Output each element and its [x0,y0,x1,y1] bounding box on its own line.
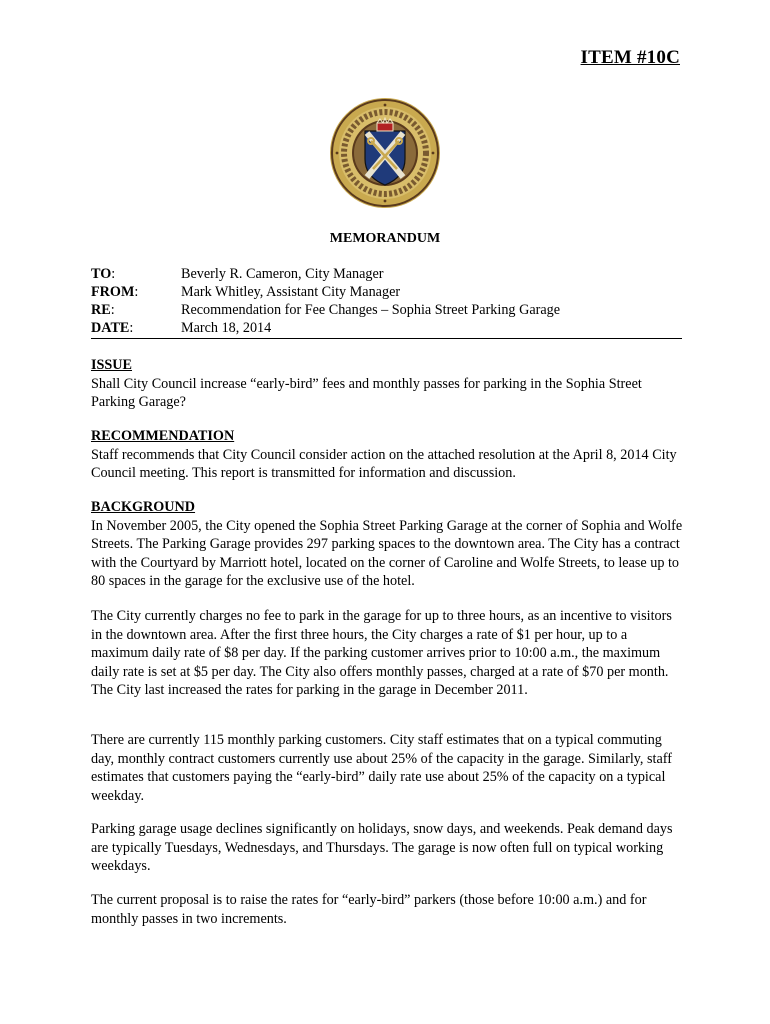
date-row: DATE: March 18, 2014 [91,319,682,337]
background-paragraph-block [91,820,686,876]
issue-heading: ISSUE [91,357,133,373]
issue-section [91,356,686,412]
background-paragraph: The City currently charges no fee to park in the garage for up to three hours, as an incentive to visitors in the downtown area. After the first three hours, the City charges a rate of $1 per hour, up to a maximum daily rate of $8 per day. If the parking customer arrives prior to 10:00 a.m., the maximum daily rate is set at $5 per day. The City also offers monthly passes, charged at a rate of $70 per month. The City last increased the rates for parking in the garage in December 2011. [91,608,672,699]
recommendation-section [91,427,686,483]
background-paragraph-block [91,607,686,700]
re-label: RE [91,302,111,318]
item-number: ITEM #10C [580,47,680,68]
background-paragraph: There are currently 115 monthly parking customers. City staff estimates that on a typical commuting day, monthly contract customers currently use about 25% of the capacity in the garage. Similarly, staff estimates that customers paying the “early-bird” daily rate use about 25% of the capacity on a typical weekday. [91,732,672,804]
background-paragraph-block [91,731,686,805]
re-value: Recommendation for Fee Changes – Sophia Street Parking Garage [181,302,561,318]
city-seal-icon [329,97,441,209]
date-value: March 18, 2014 [181,320,272,336]
background-paragraph: In November 2005, the City opened the Sophia Street Parking Garage at the corner of Sophia and Wolfe Streets. The Parking Garage provides 297 parking spaces to the downtown area. The City has a contract with the Courtyard by Marriott hotel, located on the corner of Caroline and Wolfe Streets, to lease up to 80 spaces in the garage for the exclusive use of the hotel. [91,517,683,590]
background-paragraph: The current proposal is to raise the rates for “early-bird” parkers (those before 10:00 a.m.) and for monthly passes in two increments. [91,892,647,927]
background-paragraph-block [91,891,686,928]
to-label: TO [91,266,112,282]
from-label: FROM [91,284,135,300]
date-label: DATE [91,320,130,336]
from-value: Mark Whitley, Assistant City Manager [181,284,401,300]
recommendation-heading: RECOMMENDATION [91,428,235,444]
background-heading: BACKGROUND [91,499,196,515]
recommendation-text: Staff recommends that City Council consider action on the attached resolution at the April 8, 2014 City Council meeting. This report is transmitted for information and discussion. [91,446,677,482]
re-row: RE: Recommendation for Fee Changes – Sophia Street Parking Garage [91,301,682,319]
memo-title: MEMORANDUM [329,231,441,246]
memo-header [91,265,682,339]
issue-text: Shall City Council increase “early-bird” fees and monthly passes for parking in the Sophia Street Parking Garage? [91,375,642,411]
background-section [91,498,686,591]
to-row: TO: Beverly R. Cameron, City Manager [91,265,682,283]
to-value: Beverly R. Cameron, City Manager [181,266,384,282]
from-row: FROM: Mark Whitley, Assistant City Manager [91,283,682,301]
background-paragraph: Parking garage usage declines significantly on holidays, snow days, and weekends. Peak demand days are typically Tuesdays, Wednesdays, and Thursdays. The garage is now often full on typical working weekdays. [91,821,673,875]
